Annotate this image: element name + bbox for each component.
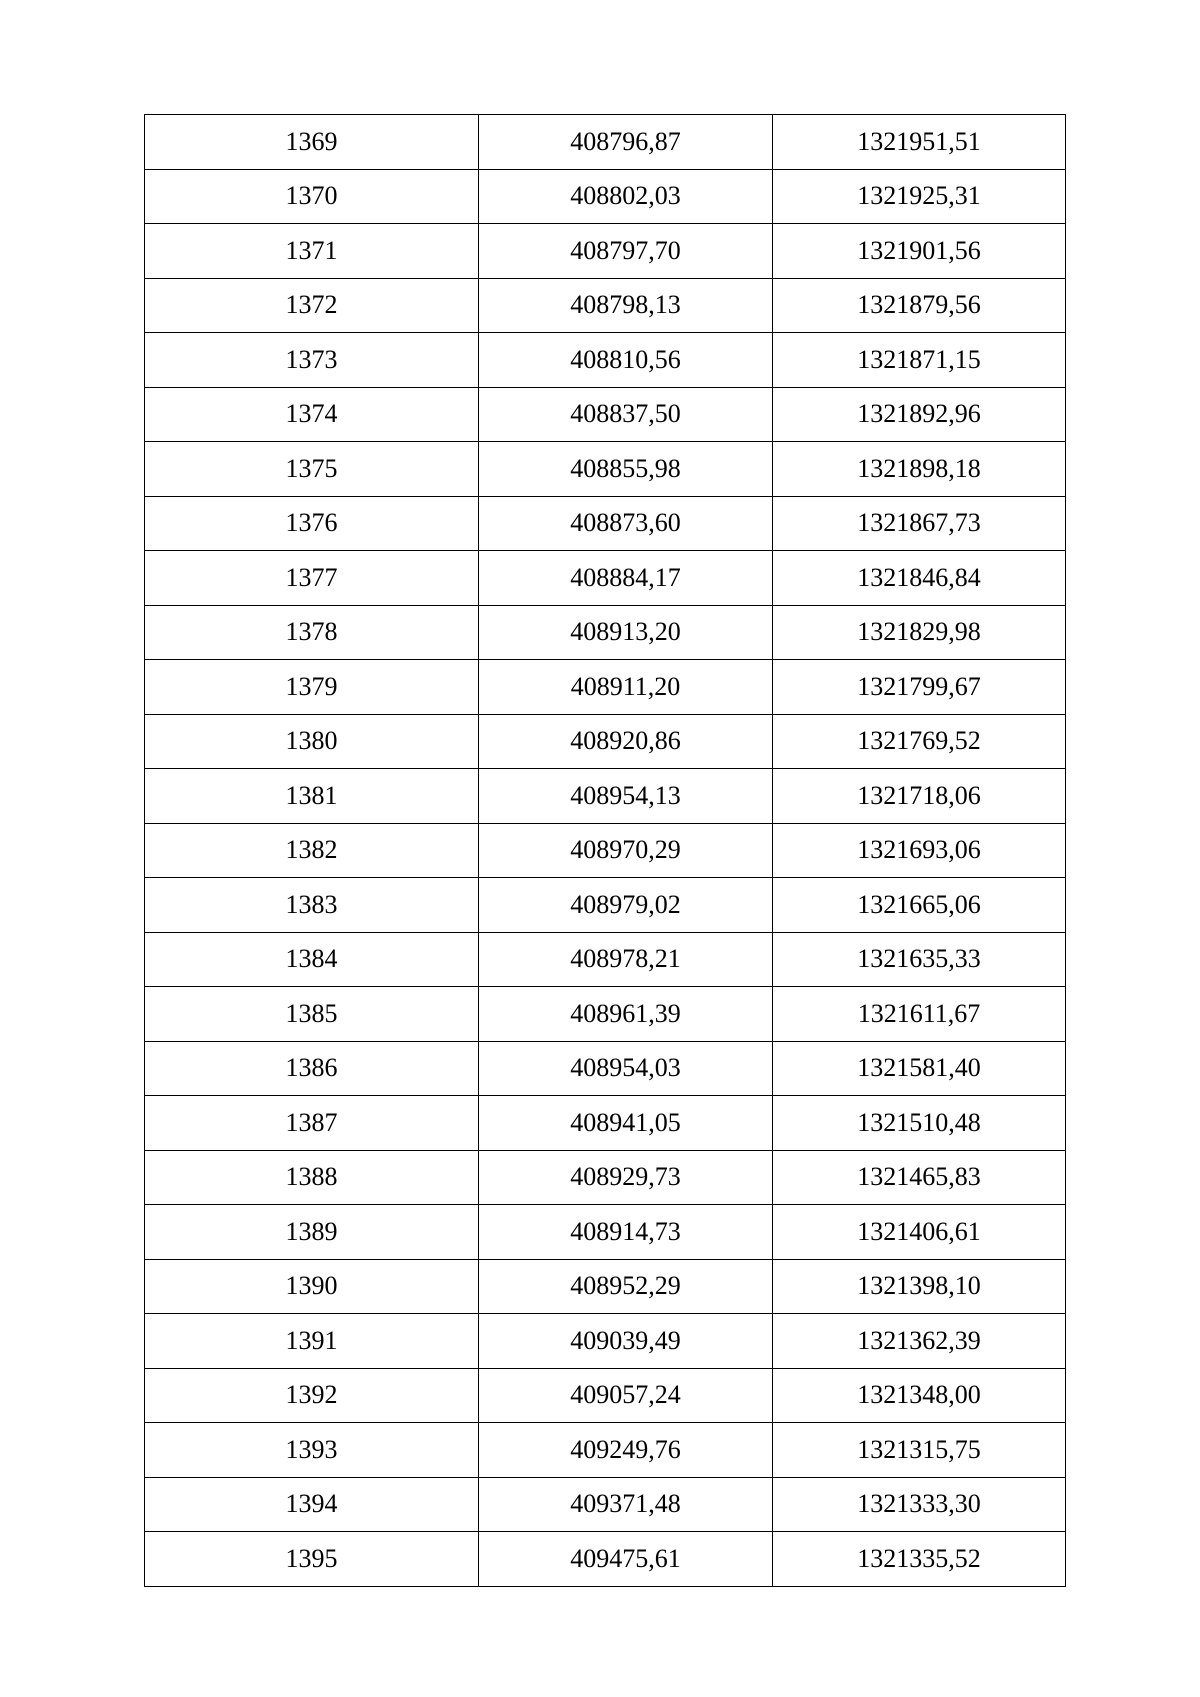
x-coordinate-cell: 409249,76 xyxy=(479,1423,773,1478)
x-coordinate-cell: 408884,17 xyxy=(479,551,773,606)
x-coordinate-cell: 408929,73 xyxy=(479,1150,773,1205)
table-row xyxy=(145,1150,1066,1205)
point-number-cell: 1378 xyxy=(145,605,479,660)
y-coordinate-cell: 1321362,39 xyxy=(773,1314,1066,1369)
y-coordinate-cell: 1321315,75 xyxy=(773,1423,1066,1478)
table-row xyxy=(145,1368,1066,1423)
table-row xyxy=(145,605,1066,660)
table-row xyxy=(145,1259,1066,1314)
x-coordinate-cell: 408798,13 xyxy=(479,278,773,333)
y-coordinate-cell: 1321611,67 xyxy=(773,987,1066,1042)
table-row xyxy=(145,551,1066,606)
table-row xyxy=(145,1041,1066,1096)
x-coordinate-cell: 409371,48 xyxy=(479,1477,773,1532)
point-number-cell: 1380 xyxy=(145,714,479,769)
point-number-cell: 1370 xyxy=(145,169,479,224)
y-coordinate-cell: 1321951,51 xyxy=(773,115,1066,170)
table-row xyxy=(145,442,1066,497)
point-number-cell: 1377 xyxy=(145,551,479,606)
point-number-cell: 1374 xyxy=(145,387,479,442)
y-coordinate-cell: 1321799,67 xyxy=(773,660,1066,715)
coordinates-table xyxy=(144,114,1066,1587)
y-coordinate-cell: 1321867,73 xyxy=(773,496,1066,551)
table-row xyxy=(145,769,1066,824)
y-coordinate-cell: 1321406,61 xyxy=(773,1205,1066,1260)
point-number-cell: 1384 xyxy=(145,932,479,987)
table-row xyxy=(145,660,1066,715)
x-coordinate-cell: 408979,02 xyxy=(479,878,773,933)
y-coordinate-cell: 1321348,00 xyxy=(773,1368,1066,1423)
point-number-cell: 1381 xyxy=(145,769,479,824)
x-coordinate-cell: 408796,87 xyxy=(479,115,773,170)
x-coordinate-cell: 408952,29 xyxy=(479,1259,773,1314)
point-number-cell: 1388 xyxy=(145,1150,479,1205)
point-number-cell: 1387 xyxy=(145,1096,479,1151)
point-number-cell: 1385 xyxy=(145,987,479,1042)
point-number-cell: 1395 xyxy=(145,1532,479,1587)
table-row xyxy=(145,714,1066,769)
x-coordinate-cell: 408911,20 xyxy=(479,660,773,715)
table-row xyxy=(145,1096,1066,1151)
x-coordinate-cell: 408970,29 xyxy=(479,823,773,878)
point-number-cell: 1372 xyxy=(145,278,479,333)
point-number-cell: 1375 xyxy=(145,442,479,497)
x-coordinate-cell: 408961,39 xyxy=(479,987,773,1042)
y-coordinate-cell: 1321510,48 xyxy=(773,1096,1066,1151)
table-row xyxy=(145,823,1066,878)
x-coordinate-cell: 408954,13 xyxy=(479,769,773,824)
coordinates-table-body xyxy=(145,115,1066,1587)
x-coordinate-cell: 408978,21 xyxy=(479,932,773,987)
table-row xyxy=(145,387,1066,442)
y-coordinate-cell: 1321829,98 xyxy=(773,605,1066,660)
y-coordinate-cell: 1321718,06 xyxy=(773,769,1066,824)
point-number-cell: 1394 xyxy=(145,1477,479,1532)
table-row xyxy=(145,278,1066,333)
y-coordinate-cell: 1321465,83 xyxy=(773,1150,1066,1205)
y-coordinate-cell: 1321879,56 xyxy=(773,278,1066,333)
x-coordinate-cell: 408837,50 xyxy=(479,387,773,442)
point-number-cell: 1379 xyxy=(145,660,479,715)
y-coordinate-cell: 1321898,18 xyxy=(773,442,1066,497)
table-row xyxy=(145,1477,1066,1532)
point-number-cell: 1383 xyxy=(145,878,479,933)
point-number-cell: 1382 xyxy=(145,823,479,878)
point-number-cell: 1393 xyxy=(145,1423,479,1478)
table-row xyxy=(145,987,1066,1042)
point-number-cell: 1392 xyxy=(145,1368,479,1423)
table-row xyxy=(145,496,1066,551)
x-coordinate-cell: 409475,61 xyxy=(479,1532,773,1587)
point-number-cell: 1376 xyxy=(145,496,479,551)
point-number-cell: 1391 xyxy=(145,1314,479,1369)
y-coordinate-cell: 1321892,96 xyxy=(773,387,1066,442)
table-row xyxy=(145,169,1066,224)
table-row xyxy=(145,1532,1066,1587)
y-coordinate-cell: 1321665,06 xyxy=(773,878,1066,933)
y-coordinate-cell: 1321769,52 xyxy=(773,714,1066,769)
x-coordinate-cell: 408913,20 xyxy=(479,605,773,660)
y-coordinate-cell: 1321871,15 xyxy=(773,333,1066,388)
y-coordinate-cell: 1321693,06 xyxy=(773,823,1066,878)
x-coordinate-cell: 408797,70 xyxy=(479,224,773,279)
y-coordinate-cell: 1321635,33 xyxy=(773,932,1066,987)
y-coordinate-cell: 1321581,40 xyxy=(773,1041,1066,1096)
table-row xyxy=(145,333,1066,388)
y-coordinate-cell: 1321901,56 xyxy=(773,224,1066,279)
x-coordinate-cell: 408873,60 xyxy=(479,496,773,551)
x-coordinate-cell: 408802,03 xyxy=(479,169,773,224)
y-coordinate-cell: 1321925,31 xyxy=(773,169,1066,224)
table-row xyxy=(145,224,1066,279)
point-number-cell: 1373 xyxy=(145,333,479,388)
x-coordinate-cell: 408954,03 xyxy=(479,1041,773,1096)
x-coordinate-cell: 408914,73 xyxy=(479,1205,773,1260)
x-coordinate-cell: 408920,86 xyxy=(479,714,773,769)
x-coordinate-cell: 408810,56 xyxy=(479,333,773,388)
y-coordinate-cell: 1321398,10 xyxy=(773,1259,1066,1314)
table-row xyxy=(145,1205,1066,1260)
point-number-cell: 1389 xyxy=(145,1205,479,1260)
point-number-cell: 1390 xyxy=(145,1259,479,1314)
y-coordinate-cell: 1321846,84 xyxy=(773,551,1066,606)
table-row xyxy=(145,932,1066,987)
point-number-cell: 1371 xyxy=(145,224,479,279)
table-row xyxy=(145,878,1066,933)
x-coordinate-cell: 409039,49 xyxy=(479,1314,773,1369)
point-number-cell: 1386 xyxy=(145,1041,479,1096)
table-row xyxy=(145,115,1066,170)
x-coordinate-cell: 409057,24 xyxy=(479,1368,773,1423)
table-row xyxy=(145,1314,1066,1369)
table-row xyxy=(145,1423,1066,1478)
x-coordinate-cell: 408941,05 xyxy=(479,1096,773,1151)
y-coordinate-cell: 1321335,52 xyxy=(773,1532,1066,1587)
x-coordinate-cell: 408855,98 xyxy=(479,442,773,497)
point-number-cell: 1369 xyxy=(145,115,479,170)
y-coordinate-cell: 1321333,30 xyxy=(773,1477,1066,1532)
